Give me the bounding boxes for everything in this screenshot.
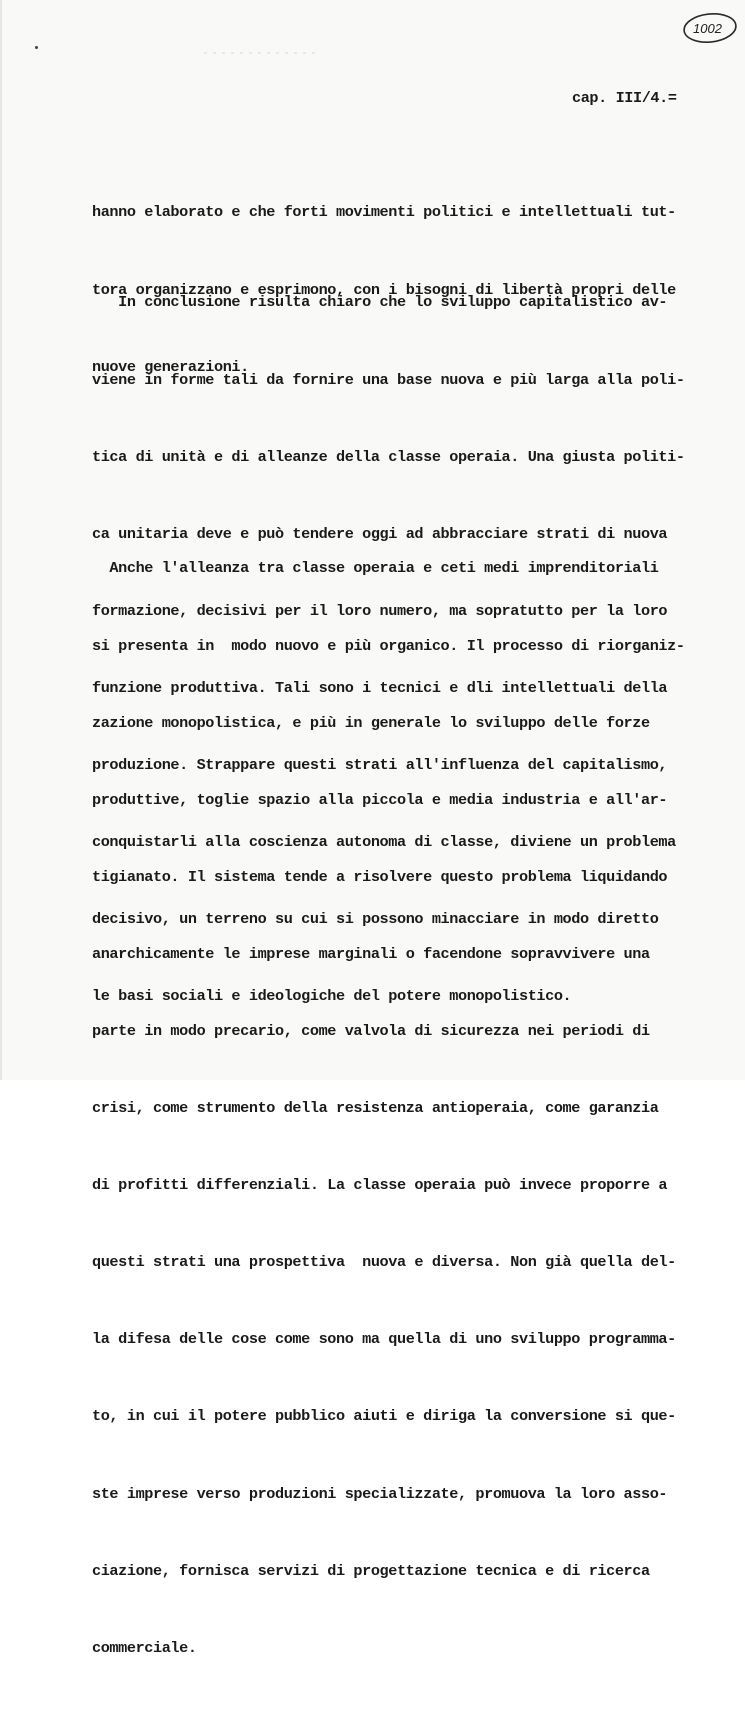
text-line: hanno elaborato e che forti movimenti politici e intellettuali tut- (92, 203, 676, 222)
text-line: anarchicamente le imprese marginali o facendone sopravvivere una (92, 944, 650, 963)
text-line: commerciale. (92, 1638, 197, 1657)
text-line: tora organizzano e esprimono, con i bisogni di libertà propri delle (92, 280, 676, 299)
text-line: nuove generazioni. (92, 357, 249, 376)
text-line: questi strati una prospettiva nuova e diversa. Non già quella del- (92, 1253, 676, 1272)
text-line: zazione monopolistica, e più in generale lo sviluppo delle forze (92, 713, 650, 732)
text-line: ciazione, fornisca servizi di progettazione tecnica e di ricerca (92, 1561, 650, 1580)
text-line: to, in cui il potere pubblico aiuti e diriga la conversione si que- (92, 1407, 676, 1426)
text-line: le basi sociali e ideologiche del potere monopolistico. (92, 987, 572, 1006)
paragraph-3 (92, 505, 712, 1713)
text-line: di profitti differenziali. La classe operaia può invece proporre a (92, 1176, 668, 1195)
text-line: produttive, toglie spazio alla piccola e media industria e all'ar- (92, 790, 668, 809)
text-line: si presenta in modo nuovo e più organico. Il processo di riorganiz- (92, 636, 685, 655)
text-line: conquistarli alla coscienza autonoma di classe, diviene un problema (92, 833, 676, 852)
text-line: ste imprese verso produzioni specializzate, promuova la loro asso- (92, 1484, 668, 1503)
handwritten-page-number (681, 10, 739, 46)
circled-number-stamp (681, 10, 739, 46)
text-line: decisivo, un terreno su cui si possono minacciare in modo diretto (92, 910, 659, 929)
text-line: ca unitaria deve e può tendere oggi ad abbracciare strati di nuova (92, 524, 668, 543)
text-line: crisi, come strumento della resistenza antioperaia, come garanzia (92, 1099, 659, 1118)
text-line: funzione produttiva. Tali sono i tecnici e dli intellettuali della (92, 678, 668, 697)
faint-bleed-through-mark (202, 50, 322, 56)
text-line: Anche l'alleanza tra classe operaia e ceti medi imprenditoriali (92, 559, 659, 578)
text-line: viene in forme tali da fornire una base nuova e più larga alla poli- (92, 370, 685, 389)
text-line: tigianato. Il sistema tende a risolvere questo problema liquidando (92, 867, 668, 886)
text-line: In conclusione risulta chiaro che lo sviluppo capitalistico av- (92, 293, 668, 312)
page-number-text: 1002 (693, 21, 722, 36)
text-line: tica di unità e di alleanze della classe operaia. Una giusta politi- (92, 447, 685, 466)
text-line: formazione, decisivi per il loro numero, ma sopratutto per la loro (92, 601, 668, 620)
text-line: produzione. Strappare questi strati all'influenza del capitalismo, (92, 755, 668, 774)
ink-speck (35, 46, 38, 49)
text-line: la difesa delle cose come sono ma quella di uno sviluppo programma- (92, 1330, 676, 1349)
chapter-header: cap. III/4.= (572, 89, 677, 107)
text-line: parte in modo precario, come valvola di sicurezza nei periodi di (92, 1021, 650, 1040)
